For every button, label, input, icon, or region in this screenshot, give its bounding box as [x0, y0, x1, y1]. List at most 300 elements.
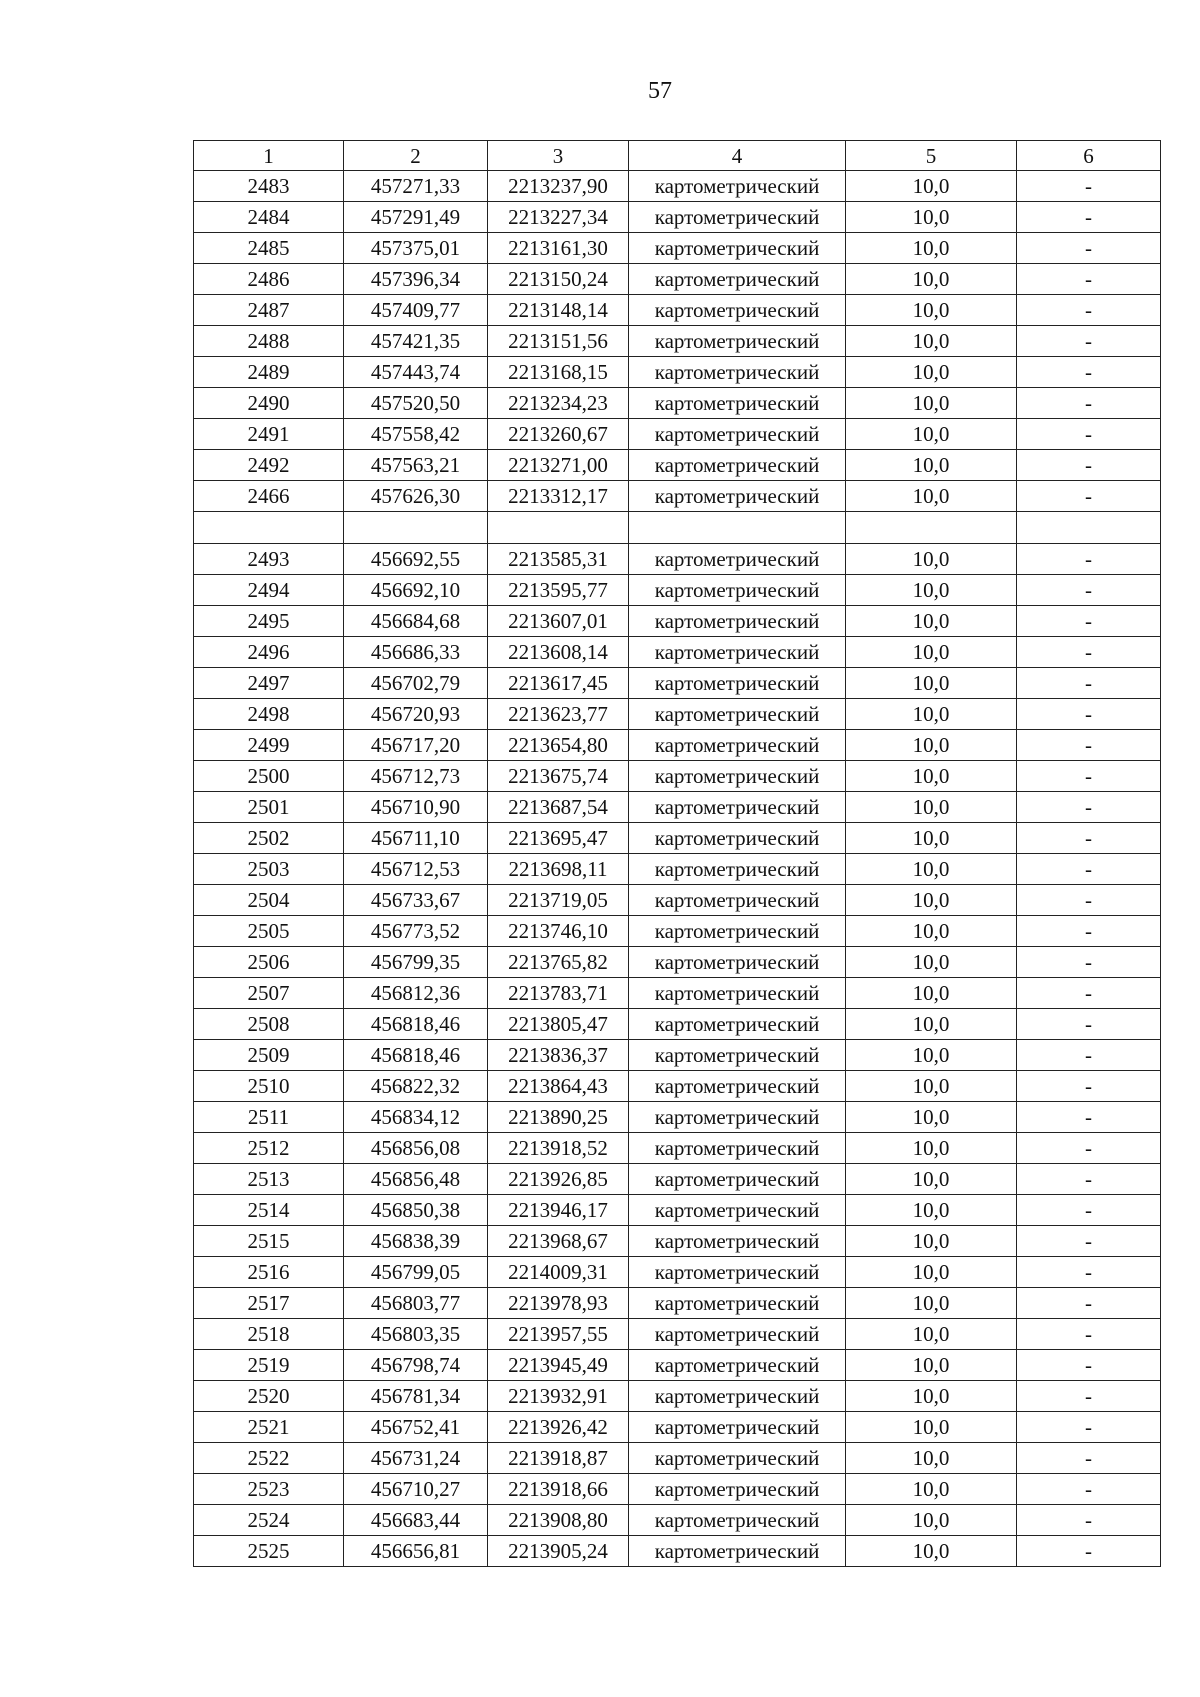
y-coordinate-cell: 2214009,31: [488, 1257, 629, 1288]
method-cell: картометрический: [629, 326, 846, 357]
point-number-cell: 2487: [194, 295, 344, 326]
point-number-cell: 2486: [194, 264, 344, 295]
x-coordinate-cell: 456692,55: [344, 544, 488, 575]
accuracy-cell: 10,0: [846, 264, 1017, 295]
accuracy-cell: 10,0: [846, 730, 1017, 761]
x-coordinate-cell: 456834,12: [344, 1102, 488, 1133]
table-row: [194, 326, 1161, 357]
accuracy-cell: 10,0: [846, 792, 1017, 823]
accuracy-cell: 10,0: [846, 388, 1017, 419]
point-number-cell: 2505: [194, 916, 344, 947]
point-number-cell: 2490: [194, 388, 344, 419]
method-cell: картометрический: [629, 171, 846, 202]
y-coordinate-cell: 2213945,49: [488, 1350, 629, 1381]
method-cell: картометрический: [629, 1071, 846, 1102]
x-coordinate-cell: 456822,32: [344, 1071, 488, 1102]
point-number-cell: 2506: [194, 947, 344, 978]
y-coordinate-cell: 2213864,43: [488, 1071, 629, 1102]
accuracy-cell: 10,0: [846, 1536, 1017, 1567]
x-coordinate-cell: 456692,10: [344, 575, 488, 606]
table-row: [194, 730, 1161, 761]
point-number-cell: 2511: [194, 1102, 344, 1133]
table-row: [194, 1443, 1161, 1474]
empty-cell: [488, 512, 629, 544]
table-row: [194, 978, 1161, 1009]
x-coordinate-cell: 456773,52: [344, 916, 488, 947]
accuracy-cell: 10,0: [846, 823, 1017, 854]
table-row: [194, 1164, 1161, 1195]
accuracy-cell: 10,0: [846, 947, 1017, 978]
y-coordinate-cell: 2213151,56: [488, 326, 629, 357]
accuracy-cell: 10,0: [846, 481, 1017, 512]
accuracy-cell: 10,0: [846, 854, 1017, 885]
note-cell: -: [1017, 295, 1161, 326]
point-number-cell: 2512: [194, 1133, 344, 1164]
note-cell: -: [1017, 357, 1161, 388]
point-number-cell: 2496: [194, 637, 344, 668]
table-header-row: [194, 141, 1161, 171]
point-number-cell: 2518: [194, 1319, 344, 1350]
table-row: [194, 419, 1161, 450]
x-coordinate-cell: 456710,90: [344, 792, 488, 823]
note-cell: -: [1017, 544, 1161, 575]
note-cell: -: [1017, 668, 1161, 699]
note-cell: -: [1017, 699, 1161, 730]
method-cell: картометрический: [629, 481, 846, 512]
method-cell: картометрический: [629, 854, 846, 885]
table-row: [194, 171, 1161, 202]
note-cell: -: [1017, 171, 1161, 202]
y-coordinate-cell: 2213607,01: [488, 606, 629, 637]
point-number-cell: 2493: [194, 544, 344, 575]
note-cell: -: [1017, 823, 1161, 854]
accuracy-cell: 10,0: [846, 1071, 1017, 1102]
y-coordinate-cell: 2213227,34: [488, 202, 629, 233]
method-cell: картометрический: [629, 1009, 846, 1040]
accuracy-cell: 10,0: [846, 1257, 1017, 1288]
table-row: [194, 916, 1161, 947]
y-coordinate-cell: 2213312,17: [488, 481, 629, 512]
accuracy-cell: 10,0: [846, 1009, 1017, 1040]
table-row: [194, 1288, 1161, 1319]
accuracy-cell: 10,0: [846, 1474, 1017, 1505]
accuracy-cell: 10,0: [846, 1412, 1017, 1443]
column-header-6: 6: [1017, 141, 1161, 171]
table-row: [194, 668, 1161, 699]
y-coordinate-cell: 2213918,52: [488, 1133, 629, 1164]
table-row: [194, 792, 1161, 823]
x-coordinate-cell: 456798,74: [344, 1350, 488, 1381]
note-cell: -: [1017, 947, 1161, 978]
x-coordinate-cell: 457421,35: [344, 326, 488, 357]
accuracy-cell: 10,0: [846, 699, 1017, 730]
table-row: [194, 761, 1161, 792]
note-cell: -: [1017, 885, 1161, 916]
x-coordinate-cell: 457520,50: [344, 388, 488, 419]
note-cell: -: [1017, 326, 1161, 357]
empty-cell: [194, 512, 344, 544]
point-number-cell: 2516: [194, 1257, 344, 1288]
y-coordinate-cell: 2213617,45: [488, 668, 629, 699]
method-cell: картометрический: [629, 1133, 846, 1164]
point-number-cell: 2524: [194, 1505, 344, 1536]
point-number-cell: 2484: [194, 202, 344, 233]
point-number-cell: 2501: [194, 792, 344, 823]
method-cell: картометрический: [629, 637, 846, 668]
y-coordinate-cell: 2213908,80: [488, 1505, 629, 1536]
table-row: [194, 637, 1161, 668]
accuracy-cell: 10,0: [846, 1102, 1017, 1133]
x-coordinate-cell: 456856,08: [344, 1133, 488, 1164]
empty-cell: [629, 512, 846, 544]
y-coordinate-cell: 2213968,67: [488, 1226, 629, 1257]
accuracy-cell: 10,0: [846, 575, 1017, 606]
column-header-1: 1: [194, 141, 344, 171]
note-cell: -: [1017, 1381, 1161, 1412]
x-coordinate-cell: 456720,93: [344, 699, 488, 730]
method-cell: картометрический: [629, 202, 846, 233]
y-coordinate-cell: 2213654,80: [488, 730, 629, 761]
x-coordinate-cell: 456731,24: [344, 1443, 488, 1474]
y-coordinate-cell: 2213783,71: [488, 978, 629, 1009]
column-header-2: 2: [344, 141, 488, 171]
x-coordinate-cell: 456812,36: [344, 978, 488, 1009]
page-number: 57: [648, 78, 672, 104]
table-row: [194, 1505, 1161, 1536]
method-cell: картометрический: [629, 606, 846, 637]
method-cell: картометрический: [629, 978, 846, 1009]
x-coordinate-cell: 457291,49: [344, 202, 488, 233]
column-header-4: 4: [629, 141, 846, 171]
method-cell: картометрический: [629, 1412, 846, 1443]
note-cell: -: [1017, 264, 1161, 295]
note-cell: -: [1017, 233, 1161, 264]
point-number-cell: 2508: [194, 1009, 344, 1040]
x-coordinate-cell: 456850,38: [344, 1195, 488, 1226]
point-number-cell: 2497: [194, 668, 344, 699]
method-cell: картометрический: [629, 823, 846, 854]
x-coordinate-cell: 456799,35: [344, 947, 488, 978]
accuracy-cell: 10,0: [846, 1133, 1017, 1164]
point-number-cell: 2509: [194, 1040, 344, 1071]
note-cell: -: [1017, 388, 1161, 419]
point-number-cell: 2510: [194, 1071, 344, 1102]
y-coordinate-cell: 2213237,90: [488, 171, 629, 202]
accuracy-cell: 10,0: [846, 357, 1017, 388]
method-cell: картометрический: [629, 1536, 846, 1567]
method-cell: картометрический: [629, 1226, 846, 1257]
accuracy-cell: 10,0: [846, 419, 1017, 450]
point-number-cell: 2513: [194, 1164, 344, 1195]
note-cell: -: [1017, 1164, 1161, 1195]
accuracy-cell: 10,0: [846, 171, 1017, 202]
x-coordinate-cell: 456712,53: [344, 854, 488, 885]
y-coordinate-cell: 2213150,24: [488, 264, 629, 295]
table-row: [194, 606, 1161, 637]
note-cell: -: [1017, 1040, 1161, 1071]
table-row: [194, 264, 1161, 295]
accuracy-cell: 10,0: [846, 885, 1017, 916]
y-coordinate-cell: 2213234,23: [488, 388, 629, 419]
table-row: [194, 1536, 1161, 1567]
note-cell: -: [1017, 606, 1161, 637]
y-coordinate-cell: 2213675,74: [488, 761, 629, 792]
method-cell: картометрический: [629, 1350, 846, 1381]
accuracy-cell: 10,0: [846, 1040, 1017, 1071]
note-cell: -: [1017, 1195, 1161, 1226]
point-number-cell: 2500: [194, 761, 344, 792]
y-coordinate-cell: 2213168,15: [488, 357, 629, 388]
y-coordinate-cell: 2213805,47: [488, 1009, 629, 1040]
accuracy-cell: 10,0: [846, 606, 1017, 637]
accuracy-cell: 10,0: [846, 1319, 1017, 1350]
y-coordinate-cell: 2213836,37: [488, 1040, 629, 1071]
x-coordinate-cell: 457563,21: [344, 450, 488, 481]
accuracy-cell: 10,0: [846, 1443, 1017, 1474]
point-number-cell: 2521: [194, 1412, 344, 1443]
note-cell: -: [1017, 450, 1161, 481]
method-cell: картометрический: [629, 761, 846, 792]
note-cell: -: [1017, 1536, 1161, 1567]
note-cell: -: [1017, 1009, 1161, 1040]
y-coordinate-cell: 2213746,10: [488, 916, 629, 947]
method-cell: картометрический: [629, 1319, 846, 1350]
x-coordinate-cell: 457409,77: [344, 295, 488, 326]
y-coordinate-cell: 2213890,25: [488, 1102, 629, 1133]
method-cell: картометрический: [629, 233, 846, 264]
table-row: [194, 1350, 1161, 1381]
method-cell: картометрический: [629, 264, 846, 295]
accuracy-cell: 10,0: [846, 1505, 1017, 1536]
table-row: [194, 388, 1161, 419]
method-cell: картометрический: [629, 1288, 846, 1319]
method-cell: картометрический: [629, 699, 846, 730]
x-coordinate-cell: 456686,33: [344, 637, 488, 668]
table-row: [194, 1381, 1161, 1412]
y-coordinate-cell: 2213905,24: [488, 1536, 629, 1567]
point-number-cell: 2504: [194, 885, 344, 916]
table-row: [194, 1102, 1161, 1133]
x-coordinate-cell: 456712,73: [344, 761, 488, 792]
y-coordinate-cell: 2213918,66: [488, 1474, 629, 1505]
x-coordinate-cell: 457375,01: [344, 233, 488, 264]
accuracy-cell: 10,0: [846, 450, 1017, 481]
accuracy-cell: 10,0: [846, 326, 1017, 357]
point-number-cell: 2525: [194, 1536, 344, 1567]
note-cell: -: [1017, 202, 1161, 233]
x-coordinate-cell: 456684,68: [344, 606, 488, 637]
note-cell: -: [1017, 1133, 1161, 1164]
x-coordinate-cell: 457626,30: [344, 481, 488, 512]
note-cell: -: [1017, 481, 1161, 512]
note-cell: -: [1017, 1071, 1161, 1102]
note-cell: -: [1017, 1412, 1161, 1443]
method-cell: картометрический: [629, 1195, 846, 1226]
method-cell: картометрический: [629, 1443, 846, 1474]
coordinates-table: [193, 140, 1161, 1567]
point-number-cell: 2503: [194, 854, 344, 885]
note-cell: -: [1017, 916, 1161, 947]
table-body: [194, 171, 1161, 1567]
x-coordinate-cell: 456683,44: [344, 1505, 488, 1536]
method-cell: картометрический: [629, 388, 846, 419]
y-coordinate-cell: 2213926,85: [488, 1164, 629, 1195]
method-cell: картометрический: [629, 1040, 846, 1071]
table-row: [194, 1474, 1161, 1505]
note-cell: -: [1017, 1102, 1161, 1133]
point-number-cell: 2485: [194, 233, 344, 264]
method-cell: картометрический: [629, 1257, 846, 1288]
note-cell: -: [1017, 730, 1161, 761]
method-cell: картометрический: [629, 1102, 846, 1133]
x-coordinate-cell: 456710,27: [344, 1474, 488, 1505]
point-number-cell: 2483: [194, 171, 344, 202]
note-cell: -: [1017, 1257, 1161, 1288]
point-number-cell: 2488: [194, 326, 344, 357]
x-coordinate-cell: 456803,35: [344, 1319, 488, 1350]
y-coordinate-cell: 2213148,14: [488, 295, 629, 326]
accuracy-cell: 10,0: [846, 1164, 1017, 1195]
y-coordinate-cell: 2213260,67: [488, 419, 629, 450]
accuracy-cell: 10,0: [846, 668, 1017, 699]
x-coordinate-cell: 456856,48: [344, 1164, 488, 1195]
accuracy-cell: 10,0: [846, 1226, 1017, 1257]
accuracy-cell: 10,0: [846, 637, 1017, 668]
table-row: [194, 1009, 1161, 1040]
y-coordinate-cell: 2213978,93: [488, 1288, 629, 1319]
table-row: [194, 1071, 1161, 1102]
method-cell: картометрический: [629, 1505, 846, 1536]
table-row: [194, 544, 1161, 575]
x-coordinate-cell: 456838,39: [344, 1226, 488, 1257]
point-number-cell: 2495: [194, 606, 344, 637]
accuracy-cell: 10,0: [846, 1195, 1017, 1226]
y-coordinate-cell: 2213926,42: [488, 1412, 629, 1443]
y-coordinate-cell: 2213695,47: [488, 823, 629, 854]
note-cell: -: [1017, 978, 1161, 1009]
point-number-cell: 2520: [194, 1381, 344, 1412]
y-coordinate-cell: 2213698,11: [488, 854, 629, 885]
note-cell: -: [1017, 1443, 1161, 1474]
table-row: [194, 481, 1161, 512]
point-number-cell: 2491: [194, 419, 344, 450]
note-cell: -: [1017, 637, 1161, 668]
y-coordinate-cell: 2213585,31: [488, 544, 629, 575]
table-row: [194, 823, 1161, 854]
y-coordinate-cell: 2213932,91: [488, 1381, 629, 1412]
method-cell: картометрический: [629, 1164, 846, 1195]
table-row: [194, 1257, 1161, 1288]
x-coordinate-cell: 456803,77: [344, 1288, 488, 1319]
x-coordinate-cell: 457558,42: [344, 419, 488, 450]
accuracy-cell: 10,0: [846, 295, 1017, 326]
accuracy-cell: 10,0: [846, 233, 1017, 264]
y-coordinate-cell: 2213918,87: [488, 1443, 629, 1474]
y-coordinate-cell: 2213608,14: [488, 637, 629, 668]
method-cell: картометрический: [629, 885, 846, 916]
point-number-cell: 2466: [194, 481, 344, 512]
table-row: [194, 1133, 1161, 1164]
y-coordinate-cell: 2213957,55: [488, 1319, 629, 1350]
method-cell: картометрический: [629, 1381, 846, 1412]
accuracy-cell: 10,0: [846, 978, 1017, 1009]
table-row: [194, 357, 1161, 388]
x-coordinate-cell: 456818,46: [344, 1040, 488, 1071]
note-cell: -: [1017, 1474, 1161, 1505]
x-coordinate-cell: 456799,05: [344, 1257, 488, 1288]
y-coordinate-cell: 2213765,82: [488, 947, 629, 978]
point-number-cell: 2507: [194, 978, 344, 1009]
table-row: [194, 699, 1161, 730]
accuracy-cell: 10,0: [846, 916, 1017, 947]
x-coordinate-cell: 456752,41: [344, 1412, 488, 1443]
x-coordinate-cell: 456717,20: [344, 730, 488, 761]
point-number-cell: 2489: [194, 357, 344, 388]
note-cell: -: [1017, 792, 1161, 823]
y-coordinate-cell: 2213946,17: [488, 1195, 629, 1226]
point-number-cell: 2514: [194, 1195, 344, 1226]
point-number-cell: 2499: [194, 730, 344, 761]
accuracy-cell: 10,0: [846, 544, 1017, 575]
table-row: [194, 1195, 1161, 1226]
point-number-cell: 2502: [194, 823, 344, 854]
column-header-3: 3: [488, 141, 629, 171]
method-cell: картометрический: [629, 544, 846, 575]
method-cell: картометрический: [629, 295, 846, 326]
note-cell: -: [1017, 1226, 1161, 1257]
point-number-cell: 2523: [194, 1474, 344, 1505]
table-row: [194, 450, 1161, 481]
table-row: [194, 885, 1161, 916]
table-row: [194, 233, 1161, 264]
empty-cell: [344, 512, 488, 544]
method-cell: картометрический: [629, 450, 846, 481]
note-cell: -: [1017, 1319, 1161, 1350]
method-cell: картометрический: [629, 357, 846, 388]
y-coordinate-cell: 2213687,54: [488, 792, 629, 823]
table-row: [194, 947, 1161, 978]
point-number-cell: 2519: [194, 1350, 344, 1381]
accuracy-cell: 10,0: [846, 1288, 1017, 1319]
y-coordinate-cell: 2213623,77: [488, 699, 629, 730]
section-separator-row: [194, 512, 1161, 544]
column-header-5: 5: [846, 141, 1017, 171]
accuracy-cell: 10,0: [846, 202, 1017, 233]
table-row: [194, 1040, 1161, 1071]
note-cell: -: [1017, 761, 1161, 792]
point-number-cell: 2498: [194, 699, 344, 730]
method-cell: картометрический: [629, 419, 846, 450]
method-cell: картометрический: [629, 1474, 846, 1505]
y-coordinate-cell: 2213271,00: [488, 450, 629, 481]
method-cell: картометрический: [629, 792, 846, 823]
table-row: [194, 295, 1161, 326]
point-number-cell: 2522: [194, 1443, 344, 1474]
x-coordinate-cell: 456781,34: [344, 1381, 488, 1412]
point-number-cell: 2494: [194, 575, 344, 606]
x-coordinate-cell: 456818,46: [344, 1009, 488, 1040]
table-row: [194, 854, 1161, 885]
x-coordinate-cell: 456656,81: [344, 1536, 488, 1567]
x-coordinate-cell: 456711,10: [344, 823, 488, 854]
table-row: [194, 1412, 1161, 1443]
table-row: [194, 202, 1161, 233]
note-cell: -: [1017, 575, 1161, 606]
x-coordinate-cell: 457443,74: [344, 357, 488, 388]
note-cell: -: [1017, 419, 1161, 450]
empty-cell: [1017, 512, 1161, 544]
note-cell: -: [1017, 1350, 1161, 1381]
